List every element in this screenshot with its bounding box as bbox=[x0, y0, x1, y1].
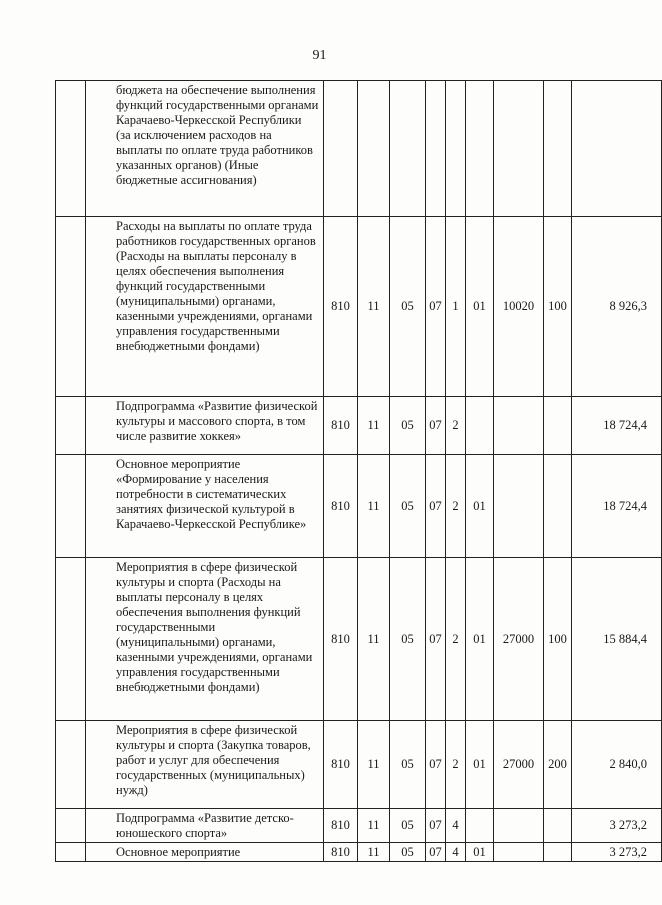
table-row bbox=[56, 721, 662, 809]
blank-cell bbox=[56, 397, 86, 455]
event-cell: 01 bbox=[466, 721, 494, 809]
table-row bbox=[56, 397, 662, 455]
name-cell: Расходы на выплаты по оплате труда работников государственных органов (Расходы на выплаты персоналу в целях обеспечения выполнения функций государственными (муниципальными) органами, казенными учреждениями, органами управления государственными внебюджетными фондами) bbox=[86, 217, 324, 397]
amount-cell: 8 926,3 bbox=[572, 217, 662, 397]
subsection-cell: 05 bbox=[390, 809, 426, 843]
table-row bbox=[56, 455, 662, 558]
blank-cell bbox=[56, 455, 86, 558]
admin-cell bbox=[324, 81, 358, 217]
subprogram-cell: 2 bbox=[446, 558, 466, 721]
subprogram-cell: 2 bbox=[446, 397, 466, 455]
subsection-cell bbox=[390, 81, 426, 217]
table-row bbox=[56, 217, 662, 397]
expense-type-cell bbox=[544, 809, 572, 843]
direction-cell bbox=[494, 809, 544, 843]
event-cell: 01 bbox=[466, 455, 494, 558]
amount-cell: 18 724,4 bbox=[572, 455, 662, 558]
expense-type-cell bbox=[544, 81, 572, 217]
blank-cell bbox=[56, 217, 86, 397]
name-cell: Основное мероприятие «Формирование у населения потребности в систематических занятиях физической культурой в Карачаево-Черкесской Республике» bbox=[86, 455, 324, 558]
subsection-cell: 05 bbox=[390, 397, 426, 455]
table-row bbox=[56, 843, 662, 862]
amount-cell: 3 273,2 bbox=[572, 843, 662, 862]
admin-cell: 810 bbox=[324, 721, 358, 809]
program-cell: 07 bbox=[426, 558, 446, 721]
section-cell bbox=[358, 81, 390, 217]
program-cell: 07 bbox=[426, 217, 446, 397]
section-cell: 11 bbox=[358, 809, 390, 843]
subsection-cell: 05 bbox=[390, 217, 426, 397]
program-cell: 07 bbox=[426, 721, 446, 809]
expense-type-cell: 100 bbox=[544, 217, 572, 397]
subsection-cell: 05 bbox=[390, 721, 426, 809]
name-cell: Мероприятия в сфере физической культуры и спорта (Расходы на выплаты персоналу в целях обеспечения выполнения функций государственными (муниципальными) органами, казенными учреждениями, органами управления государственными внебюджетными фондами) bbox=[86, 558, 324, 721]
direction-cell bbox=[494, 397, 544, 455]
admin-cell: 810 bbox=[324, 217, 358, 397]
program-cell: 07 bbox=[426, 809, 446, 843]
name-cell: бюджета на обеспечение выполнения функций государственными органами Карачаево-Черкесской Республики (за исключением расходов на выплаты по оплате труда работников указанных органов) (Иные бюджетные ассигнования) bbox=[86, 81, 324, 217]
subprogram-cell: 2 bbox=[446, 455, 466, 558]
program-cell: 07 bbox=[426, 455, 446, 558]
budget-table bbox=[55, 80, 662, 862]
expense-type-cell bbox=[544, 397, 572, 455]
name-cell: Подпрограмма «Развитие детско-юношеского спорта» bbox=[86, 809, 324, 843]
table-row bbox=[56, 809, 662, 843]
expense-type-cell: 200 bbox=[544, 721, 572, 809]
event-cell bbox=[466, 809, 494, 843]
expense-type-cell bbox=[544, 843, 572, 862]
name-cell: Подпрограмма «Развитие физической культуры и массового спорта, в том числе развитие хоккея» bbox=[86, 397, 324, 455]
program-cell: 07 bbox=[426, 397, 446, 455]
name-cell: Мероприятия в сфере физической культуры и спорта (Закупка товаров, работ и услуг для обеспечения государственных (муниципальных) нужд) bbox=[86, 721, 324, 809]
event-cell: 01 bbox=[466, 558, 494, 721]
section-cell: 11 bbox=[358, 217, 390, 397]
blank-cell bbox=[56, 843, 86, 862]
subprogram-cell: 2 bbox=[446, 721, 466, 809]
subprogram-cell: 4 bbox=[446, 843, 466, 862]
direction-cell: 27000 bbox=[494, 721, 544, 809]
subprogram-cell bbox=[446, 81, 466, 217]
direction-cell: 27000 bbox=[494, 558, 544, 721]
blank-cell bbox=[56, 81, 86, 217]
admin-cell: 810 bbox=[324, 397, 358, 455]
table-body bbox=[56, 81, 662, 862]
blank-cell bbox=[56, 558, 86, 721]
blank-cell bbox=[56, 721, 86, 809]
direction-cell bbox=[494, 81, 544, 217]
expense-type-cell bbox=[544, 455, 572, 558]
subprogram-cell: 1 bbox=[446, 217, 466, 397]
direction-cell bbox=[494, 843, 544, 862]
amount-cell: 3 273,2 bbox=[572, 809, 662, 843]
event-cell: 01 bbox=[466, 843, 494, 862]
admin-cell: 810 bbox=[324, 843, 358, 862]
table-row bbox=[56, 558, 662, 721]
table-row bbox=[56, 81, 662, 217]
section-cell: 11 bbox=[358, 397, 390, 455]
direction-cell: 10020 bbox=[494, 217, 544, 397]
subsection-cell: 05 bbox=[390, 455, 426, 558]
admin-cell: 810 bbox=[324, 558, 358, 721]
subsection-cell: 05 bbox=[390, 843, 426, 862]
section-cell: 11 bbox=[358, 721, 390, 809]
admin-cell: 810 bbox=[324, 455, 358, 558]
direction-cell bbox=[494, 455, 544, 558]
section-cell: 11 bbox=[358, 455, 390, 558]
amount-cell bbox=[572, 81, 662, 217]
page-number: 91 bbox=[312, 48, 327, 63]
section-cell: 11 bbox=[358, 558, 390, 721]
event-cell bbox=[466, 397, 494, 455]
blank-cell bbox=[56, 809, 86, 843]
program-cell: 07 bbox=[426, 843, 446, 862]
admin-cell: 810 bbox=[324, 809, 358, 843]
expense-type-cell: 100 bbox=[544, 558, 572, 721]
program-cell bbox=[426, 81, 446, 217]
section-cell: 11 bbox=[358, 843, 390, 862]
event-cell bbox=[466, 81, 494, 217]
subprogram-cell: 4 bbox=[446, 809, 466, 843]
event-cell: 01 bbox=[466, 217, 494, 397]
subsection-cell: 05 bbox=[390, 558, 426, 721]
amount-cell: 2 840,0 bbox=[572, 721, 662, 809]
name-cell: Основное мероприятие bbox=[86, 843, 324, 862]
amount-cell: 18 724,4 bbox=[572, 397, 662, 455]
amount-cell: 15 884,4 bbox=[572, 558, 662, 721]
